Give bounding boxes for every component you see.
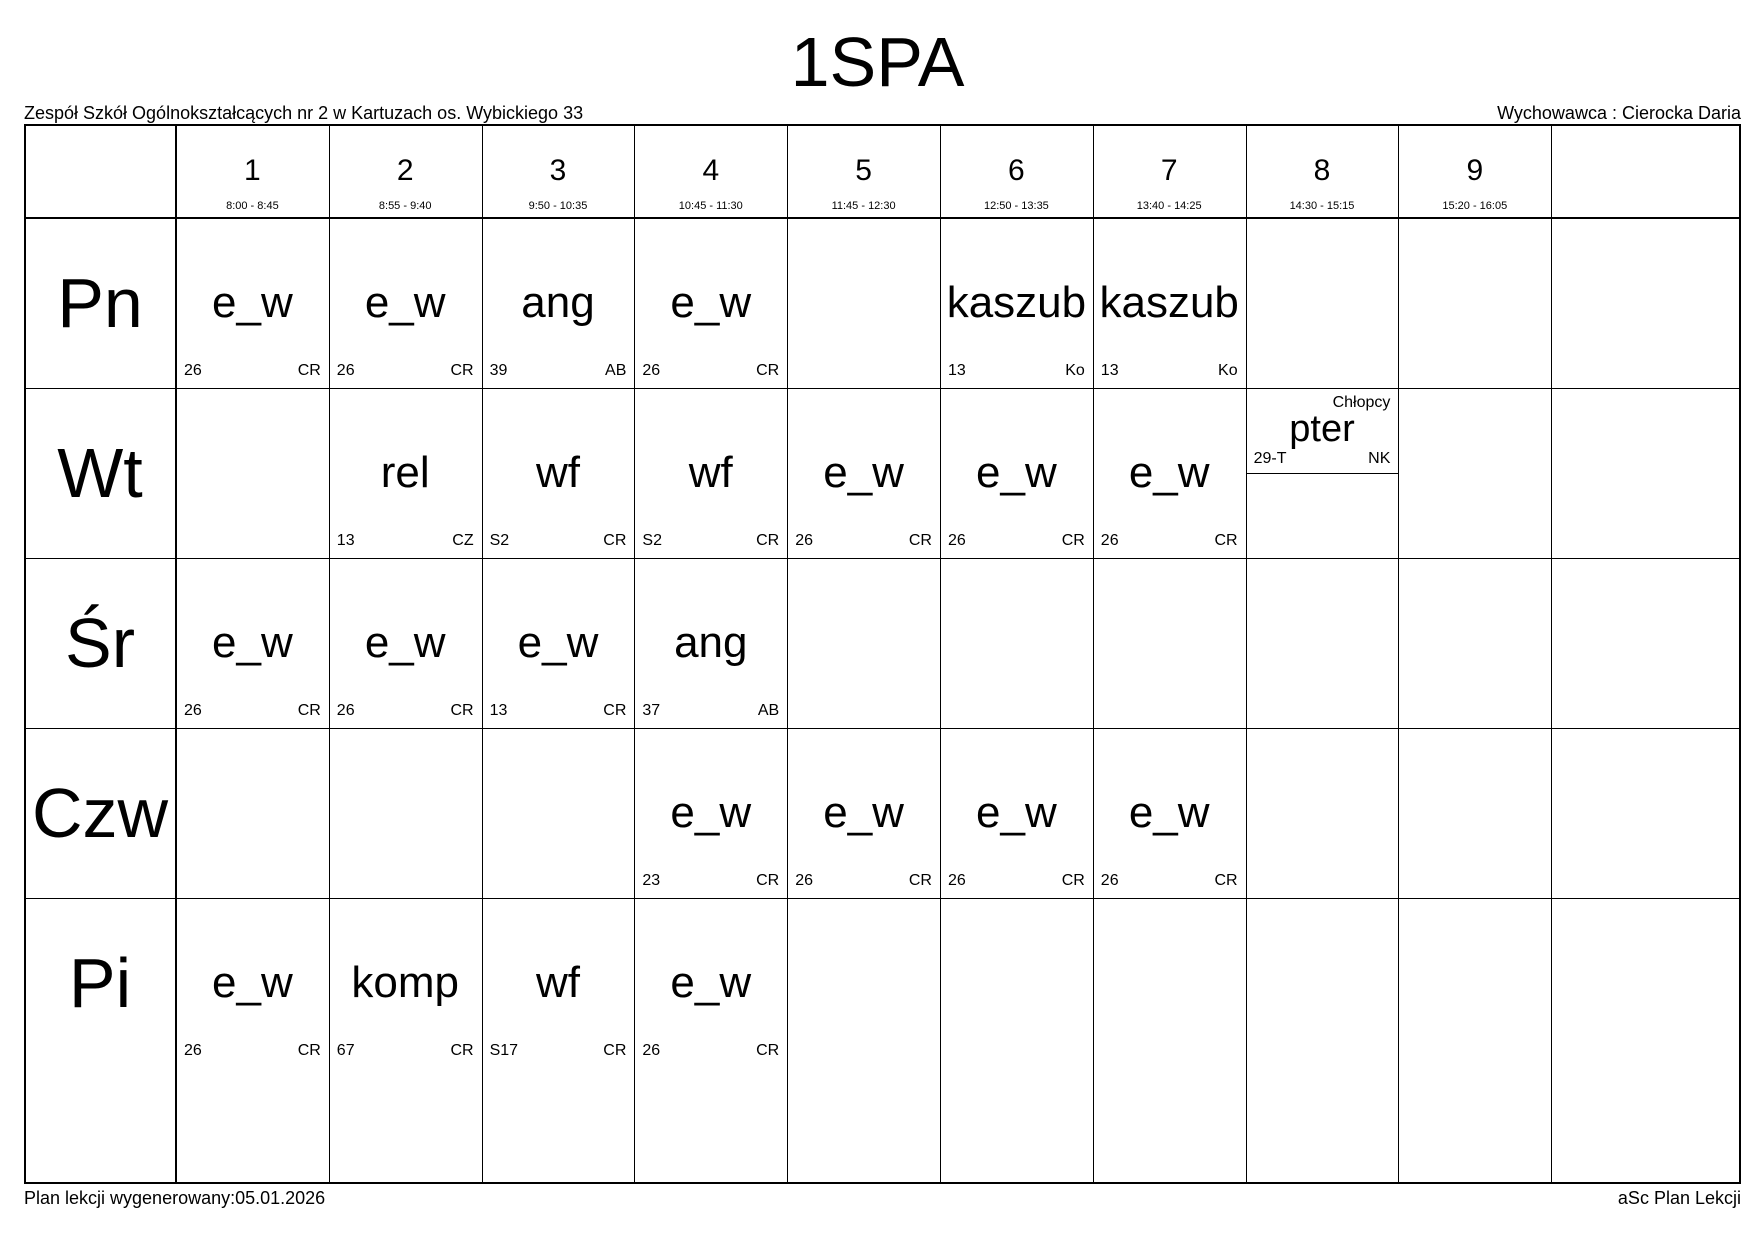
teacher-label: NK: [1368, 450, 1391, 467]
period-number: 9: [1466, 154, 1484, 187]
period-header: [1398, 124, 1551, 218]
grid-line-vertical: [634, 124, 635, 1184]
subject-label: e_w: [364, 278, 446, 327]
lesson-cell: [482, 898, 635, 1068]
lesson-cell: [176, 218, 329, 388]
day-label: Pn: [57, 264, 143, 342]
period-header: [329, 124, 482, 218]
period-number: 6: [1008, 154, 1025, 187]
room-label: 26: [795, 532, 813, 549]
period-number: 3: [549, 154, 567, 187]
subject-label: ang: [674, 618, 748, 667]
lesson-cell: [176, 558, 329, 728]
room-label: 23: [642, 872, 661, 889]
subject-label: e_w: [670, 788, 752, 837]
software-name: aSc Plan Lekcji: [1617, 1188, 1741, 1208]
school-name: Zespół Szkół Ogólnokształcących nr 2 w Kartuzach os. Wybickiego 33: [24, 103, 584, 123]
subject-label: e_w: [1128, 448, 1210, 497]
lesson-cell: [634, 218, 787, 388]
period-time: 13:40 - 14:25: [1136, 200, 1202, 212]
subject-label: rel: [380, 448, 430, 497]
room-label: 37: [642, 702, 661, 719]
lesson-cell: [634, 898, 787, 1068]
teacher-label: CR: [603, 532, 627, 549]
teacher-label: CR: [450, 1042, 474, 1059]
subject-label: e_w: [517, 618, 599, 667]
subject-label: e_w: [212, 958, 293, 1007]
subject-label: e_w: [212, 278, 293, 327]
group-label: Chłopcy: [1332, 394, 1391, 411]
period-header: [1093, 124, 1246, 218]
room-label: 13: [1100, 362, 1119, 379]
teacher-label: Ko: [1218, 362, 1238, 379]
teacher-label: AB: [757, 702, 780, 719]
period-header: [1246, 124, 1399, 218]
grid-line-vertical: [1398, 124, 1399, 1184]
subject-label: wf: [535, 448, 580, 497]
period-header: [176, 124, 329, 218]
room-label: 13: [336, 532, 355, 549]
subject-label: pter: [1289, 408, 1355, 450]
lesson-cell: [482, 218, 635, 388]
teacher-label: CR: [908, 872, 932, 889]
timetable-grid: [24, 124, 1741, 1184]
generated-date: Plan lekcji wygenerowany:05.01.2026: [24, 1188, 326, 1208]
period-header: [940, 124, 1093, 218]
room-label: 13: [948, 362, 966, 379]
day-label: Śr: [65, 604, 135, 682]
room-label: 67: [336, 1042, 355, 1059]
room-label: 26: [184, 362, 202, 379]
room-label: 39: [489, 362, 508, 379]
grid-line-vertical: [787, 124, 788, 1184]
lesson-cell: [1093, 218, 1246, 388]
period-time: 10:45 - 11:30: [678, 200, 743, 212]
teacher-label: CR: [908, 532, 932, 549]
grid-line-horizontal: [24, 898, 1741, 899]
teacher-label: CR: [756, 532, 780, 549]
lesson-cell: [940, 218, 1093, 388]
period-header: [787, 124, 940, 218]
room-label: 26: [948, 532, 966, 549]
room-label: 26: [1100, 532, 1119, 549]
lesson-cell: [329, 898, 482, 1068]
lesson-cell: [787, 388, 940, 558]
lesson-cell: [482, 388, 635, 558]
room-label: 26: [184, 702, 202, 719]
subject-label: kaszub: [946, 278, 1087, 327]
period-number: 2: [396, 154, 414, 187]
lesson-cell: [634, 558, 787, 728]
room-label: 26: [795, 872, 813, 889]
group-divider: [1246, 473, 1399, 474]
lesson-cell: [482, 558, 635, 728]
period-number: 1: [244, 154, 261, 187]
room-label: 26: [184, 1042, 202, 1059]
day-label: Czw: [31, 774, 169, 852]
day-label: Wt: [57, 434, 143, 512]
lesson-cell: [176, 898, 329, 1068]
room-label: 26: [336, 362, 355, 379]
period-time: 8:55 - 9:40: [378, 200, 432, 212]
teacher-label: CR: [756, 1042, 780, 1059]
room-label: 26: [948, 872, 966, 889]
lesson-cell: [329, 558, 482, 728]
teacher-label: CR: [756, 362, 780, 379]
room-label: 29-T: [1253, 450, 1287, 467]
teacher-label: CR: [1214, 872, 1238, 889]
period-time: 8:00 - 8:45: [226, 200, 279, 212]
subject-label: wf: [535, 958, 580, 1007]
room-label: 26: [642, 1042, 661, 1059]
lesson-cell: [329, 218, 482, 388]
grid-line-vertical: [1246, 124, 1247, 1184]
period-header: [634, 124, 787, 218]
lesson-cell: [1093, 388, 1246, 558]
teacher-label: CR: [756, 872, 780, 889]
teacher-label: Ko: [1065, 362, 1085, 379]
grid-line-horizontal: [24, 388, 1741, 389]
subject-label: e_w: [976, 448, 1057, 497]
day-label: Pi: [68, 944, 132, 1022]
header-corner: [24, 124, 176, 218]
subject-label: e_w: [670, 278, 752, 327]
room-label: 26: [1100, 872, 1119, 889]
teacher-label: CR: [1214, 532, 1238, 549]
subject-label: e_w: [364, 618, 446, 667]
subject-label: e_w: [823, 448, 904, 497]
period-time: 12:50 - 13:35: [983, 200, 1049, 212]
room-label: 26: [642, 362, 661, 379]
period-time: 15:20 - 16:05: [1442, 200, 1508, 212]
period-time: 14:30 - 15:15: [1289, 200, 1355, 212]
lesson-cell: [329, 388, 482, 558]
class-teacher: Wychowawca : Cierocka Daria: [1497, 103, 1741, 123]
subject-label: e_w: [823, 788, 904, 837]
lesson-cell: [787, 728, 940, 898]
room-label: 26: [336, 702, 355, 719]
lesson-cell: [634, 388, 787, 558]
subject-label: e_w: [670, 958, 752, 1007]
period-number: 8: [1313, 154, 1331, 187]
lesson-cell: [1093, 728, 1246, 898]
period-number: 5: [855, 154, 872, 187]
grid-line-vertical: [1093, 124, 1094, 1184]
grid-line-vertical: [940, 124, 941, 1184]
teacher-label: CR: [297, 1042, 321, 1059]
teacher-label: CR: [450, 362, 474, 379]
lesson-cell: [940, 728, 1093, 898]
teacher-label: CR: [1061, 532, 1085, 549]
grid-line-vertical: [1551, 124, 1552, 1184]
grid-line-horizontal: [24, 728, 1741, 729]
subject-label: wf: [688, 448, 733, 497]
subject-label: komp: [351, 958, 459, 1007]
teacher-label: AB: [605, 362, 627, 379]
lesson-cell: [940, 388, 1093, 558]
room-label: S2: [489, 532, 510, 549]
teacher-label: CR: [603, 702, 627, 719]
teacher-label: CR: [603, 1042, 627, 1059]
room-label: S2: [642, 532, 662, 549]
grid-line-horizontal: [24, 217, 1741, 219]
grid-line-vertical: [175, 124, 177, 1184]
lesson-cell: [634, 728, 787, 898]
period-number: 4: [702, 154, 720, 187]
teacher-label: CR: [297, 702, 321, 719]
grid-line-vertical: [329, 124, 330, 1184]
room-label: 13: [489, 702, 508, 719]
grid-line-horizontal: [24, 558, 1741, 559]
teacher-label: CR: [450, 702, 474, 719]
lesson-cell: [1246, 388, 1399, 473]
subject-label: e_w: [212, 618, 293, 667]
teacher-label: CR: [297, 362, 321, 379]
period-number: 7: [1160, 154, 1178, 187]
subject-label: e_w: [1128, 788, 1210, 837]
page-title: 1SPA: [790, 23, 965, 101]
subject-label: e_w: [976, 788, 1057, 837]
period-time: 11:45 - 12:30: [831, 200, 896, 212]
subject-label: ang: [521, 278, 595, 327]
teacher-label: CR: [1061, 872, 1085, 889]
room-label: S17: [489, 1042, 519, 1059]
grid-line-vertical: [482, 124, 483, 1184]
subject-label: kaszub: [1099, 278, 1239, 327]
period-header: [482, 124, 635, 218]
teacher-label: CZ: [452, 532, 474, 549]
period-time: 9:50 - 10:35: [528, 200, 588, 212]
